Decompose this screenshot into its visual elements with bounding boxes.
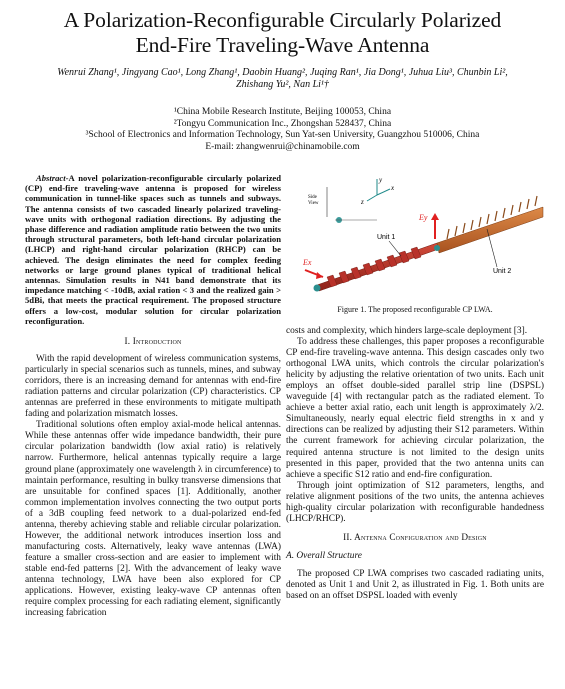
author-list — [20, 67, 545, 91]
intro-paragraph-2: Traditional solutions often employ axial-mode helical antennas. While these antennas offer wide impedance bandwidth, their pure circular polarization bandwidth (low axial ratio) is relatively narrow. Furthermore, helical antennas typically require a large ground plane (approximately one wavelength λ in circumference) to maintain performance, resulting in bulky transverse dimensions that are unsuitable for confined spaces [1]. Additionally, another common implementation involves connecting the two output ports of a 3dB coupling feed network to a dual-polarized end-fed antenna, thereby achieving stable and reliable circular polarization. However, the additional network introduces insertion loss and manufacturing costs. Alternatively, leaky wave antennas (LWA) feature a smaller cross-section and are easier to implement with stable end-fed patterns [2]. With the advancement of leaky wave antenna technology, LWA have been also explored for CP applications. However, existing leaky-wave CP antennas often require complex processing for each radiating element, significantly increasing fabrication — [25, 420, 281, 619]
affiliation-1: ¹China Mobile Research Institute, Beijing 100053, China — [173, 107, 392, 117]
figure-caption: Figure 1. The proposed reconfigurable CP LWA. — [337, 305, 493, 314]
ex-label: Ex — [303, 258, 312, 267]
title-line-2: End-Fire Traveling-Wave Antenna — [135, 33, 430, 57]
left-column — [25, 336, 281, 619]
intro-paragraph-1: With the rapid development of wireless communication systems, particularly in special scenarios such as tunnels, mines, and subway corridors, there is an increasing demand for antennas with end-fire radiation patterns and circular polarization (CP) characteristics. CP antennas are preferred in these environments to mitigate multipath fading and polarization mismatch losses. — [25, 354, 281, 420]
paper-title — [0, 8, 565, 58]
email-address: E-mail: zhangwenrui@chinamobile.com — [205, 141, 360, 152]
authors-line-1: Wenrui Zhang¹, Jingyang Cao¹, Long Zhang¹, Daobin Huang², Juqing Ran¹, Jia Dong¹, Juhua Liu³, Chunbin Li², — [57, 67, 508, 78]
feed-port-icon — [314, 285, 321, 292]
axis-y-label: y — [379, 176, 383, 184]
antenna-figure — [297, 173, 545, 313]
svg-text:View: View — [308, 201, 319, 206]
axis-x-label: x — [391, 184, 395, 192]
col2-paragraph-2: Through joint optimization of S12 parameters, lengths, and relative alignment positions of the two units, the antenna achieves high-quality circular polarization with reconfigurable handedness (LHCP/RHCP). — [286, 480, 544, 524]
affiliations — [20, 107, 545, 153]
ey-label: Ey — [419, 213, 428, 222]
affiliation-2: ²Tongyu Communication Inc., Zhongshan 528437, China — [173, 118, 392, 129]
subsection-heading-overall-structure: A. Overall Structure — [286, 550, 362, 561]
col2-paragraph-1: To address these challenges, this paper proposes a reconfigurable CP end-fire traveling-wave antenna. This design cascades only two orthogonal LWA units, which controls the circular polarization's helicity by adjusting the relative orientation of two units. Each unit employs an offset double-sided parallel strip line (DSPSL) waveguide [4] with rectangular patch as the radiated element. To achieve a better axial ratio, each unit length is approximately λ/2. Simultaneously, nearly equal electric field strengths in x and y directions can be realized by adjusting their S12 parameters. Within the current framework for achieving circular polarization, the required antenna structure is not limited to the design units presented in this paper, provided that the two antenna units can achieve a specific S12 ratio and end-fire configuration. — [286, 337, 544, 480]
unit-1-label: Unit 1 — [377, 234, 396, 241]
section-heading-introduction: I. Introduction — [124, 336, 182, 346]
section-heading-configuration: II. Antenna Configuration and Design — [343, 531, 487, 542]
abstract-label: Abstract — [36, 173, 66, 183]
authors-line-2: Zhishang Yu², Nan Li¹† — [236, 79, 329, 91]
right-column — [286, 326, 544, 602]
col2-paragraph-3: The proposed CP LWA comprises two cascaded radiating units, denoted as Unit 1 and Unit 2, as illustrated in Fig. 1. Both units are based on an offset DSPSL loaded with evenly — [286, 568, 544, 602]
side-view-label: Side — [308, 195, 317, 200]
unit-1-structure — [314, 243, 440, 292]
col2-paragraph-0: costs and complexity, which hinders large-scale deployment [3]. — [286, 326, 528, 336]
coordinate-axes — [360, 176, 395, 206]
affiliation-3: ³School of Electronics and Information Technology, Sun Yat-sen University, Guangzhou 510006, China — [85, 130, 480, 141]
unit-2-label: Unit 2 — [493, 268, 512, 275]
abstract-text: -A novel polarization-reconfigurable circularly polarized (CP) end-fire traveling-wave antenna is proposed for wireless communication in tunnel-like spaces such as tunnels and subways. The antenna consists of two cascaded linearly polarized traveling-wave units with orthogonal radiation directions. By adjusting the phase difference and radiation amplitude ratio between the two units through structural parameters, both left-hand circular polarization (LHCP) and right-hand circular polarization (RHCP) can be achieved. The design eliminates the need for complex feeding networks or large ground planes typical of traditional helical antennas. Simulation results in N41 band demonstrate that its impedance matching < -10dB, axial ration < 3 and the realized gain > 5dBi, that meets the practical requirement. The proposed structure offers a low-cost, modular solution for circular polarization reconfiguration. — [25, 173, 281, 326]
abstract — [25, 173, 281, 326]
unit-2-structure — [434, 196, 543, 253]
title-line-1: A Polarization-Reconfigurable Circularly Polarized — [63, 8, 502, 32]
side-view-inset — [308, 187, 377, 223]
axis-z-label: z — [361, 198, 364, 206]
